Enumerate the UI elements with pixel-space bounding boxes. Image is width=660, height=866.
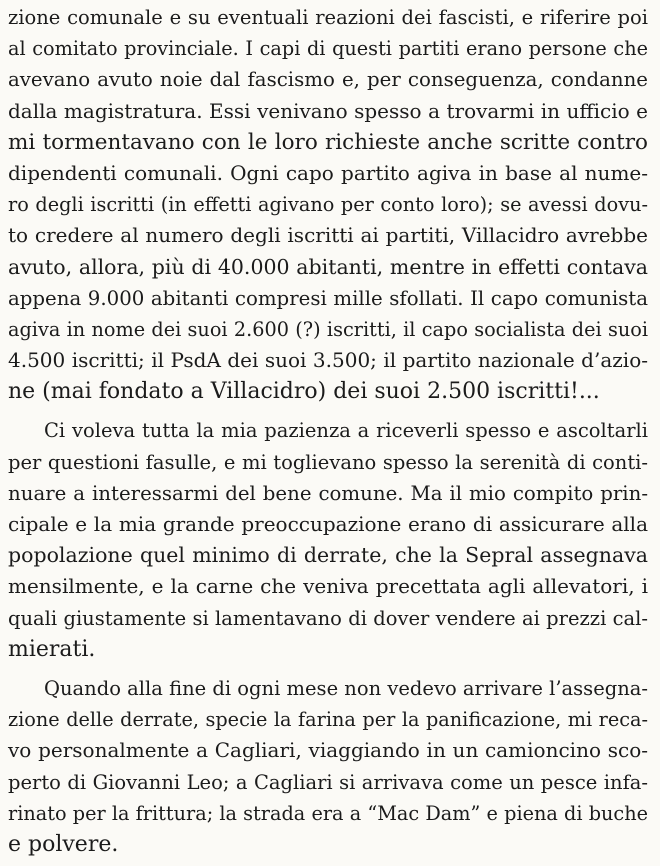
text-line: avevano avuto noie dal fascismo e, per conseguenza, condanne (8, 68, 648, 92)
text-line: zione comunale e su eventuali reazioni dei fascisti, e riferire poi (8, 6, 648, 29)
text-line: mi tormentavano con le loro richieste anche scritte contro (8, 129, 648, 155)
body-text (8, 2, 648, 860)
text-line: Quando alla fine di ogni mese non vedevo arrivare l’assegna- (44, 676, 648, 700)
text-line: mierati. (8, 636, 96, 662)
text-line: dalla magistratura. Essi venivano spesso a trovarmi in ufficio e (8, 98, 648, 123)
text-line: dipendenti comunali. Ogni capo partito agiva in base al nume- (8, 160, 648, 185)
paragraph-2 (8, 415, 648, 665)
text-line: popolazione quel minimo di derrate, che la Sepral assegnava (8, 543, 648, 568)
text-line: avuto, allora, più di 40.000 abitanti, mentre in effetti contava (8, 254, 648, 279)
text-line: zione delle derrate, specie la farina per la panificazione, mi reca- (8, 708, 648, 732)
text-line: Ci voleva tutta la mia pazienza a riceverli spesso e ascoltarli (44, 419, 648, 443)
text-line: appena 9.000 abitanti compresi mille sfollati. Il capo comunista (8, 286, 648, 310)
text-line: vo personalmente a Cagliari, viaggiando in un camioncino sco- (8, 738, 648, 763)
paragraph-gap (8, 407, 648, 415)
text-line: e polvere. (8, 831, 119, 857)
text-line: per questioni fasulle, e mi toglievano spesso la serenità di conti- (8, 450, 648, 474)
text-line: agiva in nome dei suoi 2.600 (?) iscritti, il capo socialista dei suoi (8, 317, 648, 341)
text-line: ro degli iscritti (in effetti agivano per conto loro); se avessi dovu- (8, 193, 648, 217)
text-line: nuare a interessarmi del bene comune. Ma il mio compito prin- (8, 481, 648, 505)
text-line: mensilmente, e la carne che veniva precettata agli allevatori, i (8, 574, 648, 599)
text-line: al comitato provinciale. I capi di questi partiti erano persone che (8, 37, 648, 61)
paragraph-gap (8, 665, 648, 673)
text-line: perto di Giovanni Leo; a Cagliari si arrivava come un pesce infa- (8, 770, 648, 794)
text-line: rinato per la frittura; la strada era a “Mac Dam” e piena di buche (8, 801, 648, 825)
text-line: quali giustamente si lamentavano di dover vendere ai prezzi cal- (8, 606, 648, 630)
text-line: 4.500 iscritti; il PsdA dei suoi 3.500; il partito nazionale d’azio- (8, 348, 648, 373)
paragraph-1 (8, 2, 648, 407)
paragraph-3 (8, 673, 648, 860)
text-line: cipale e la mia grande preoccupazione erano di assicurare alla (8, 512, 648, 536)
text-line: to credere al numero degli iscritti ai partiti, Villacidro avrebbe (8, 223, 648, 248)
text-line: ne (mai fondato a Villacidro) dei suoi 2.500 iscritti!... (8, 379, 600, 405)
